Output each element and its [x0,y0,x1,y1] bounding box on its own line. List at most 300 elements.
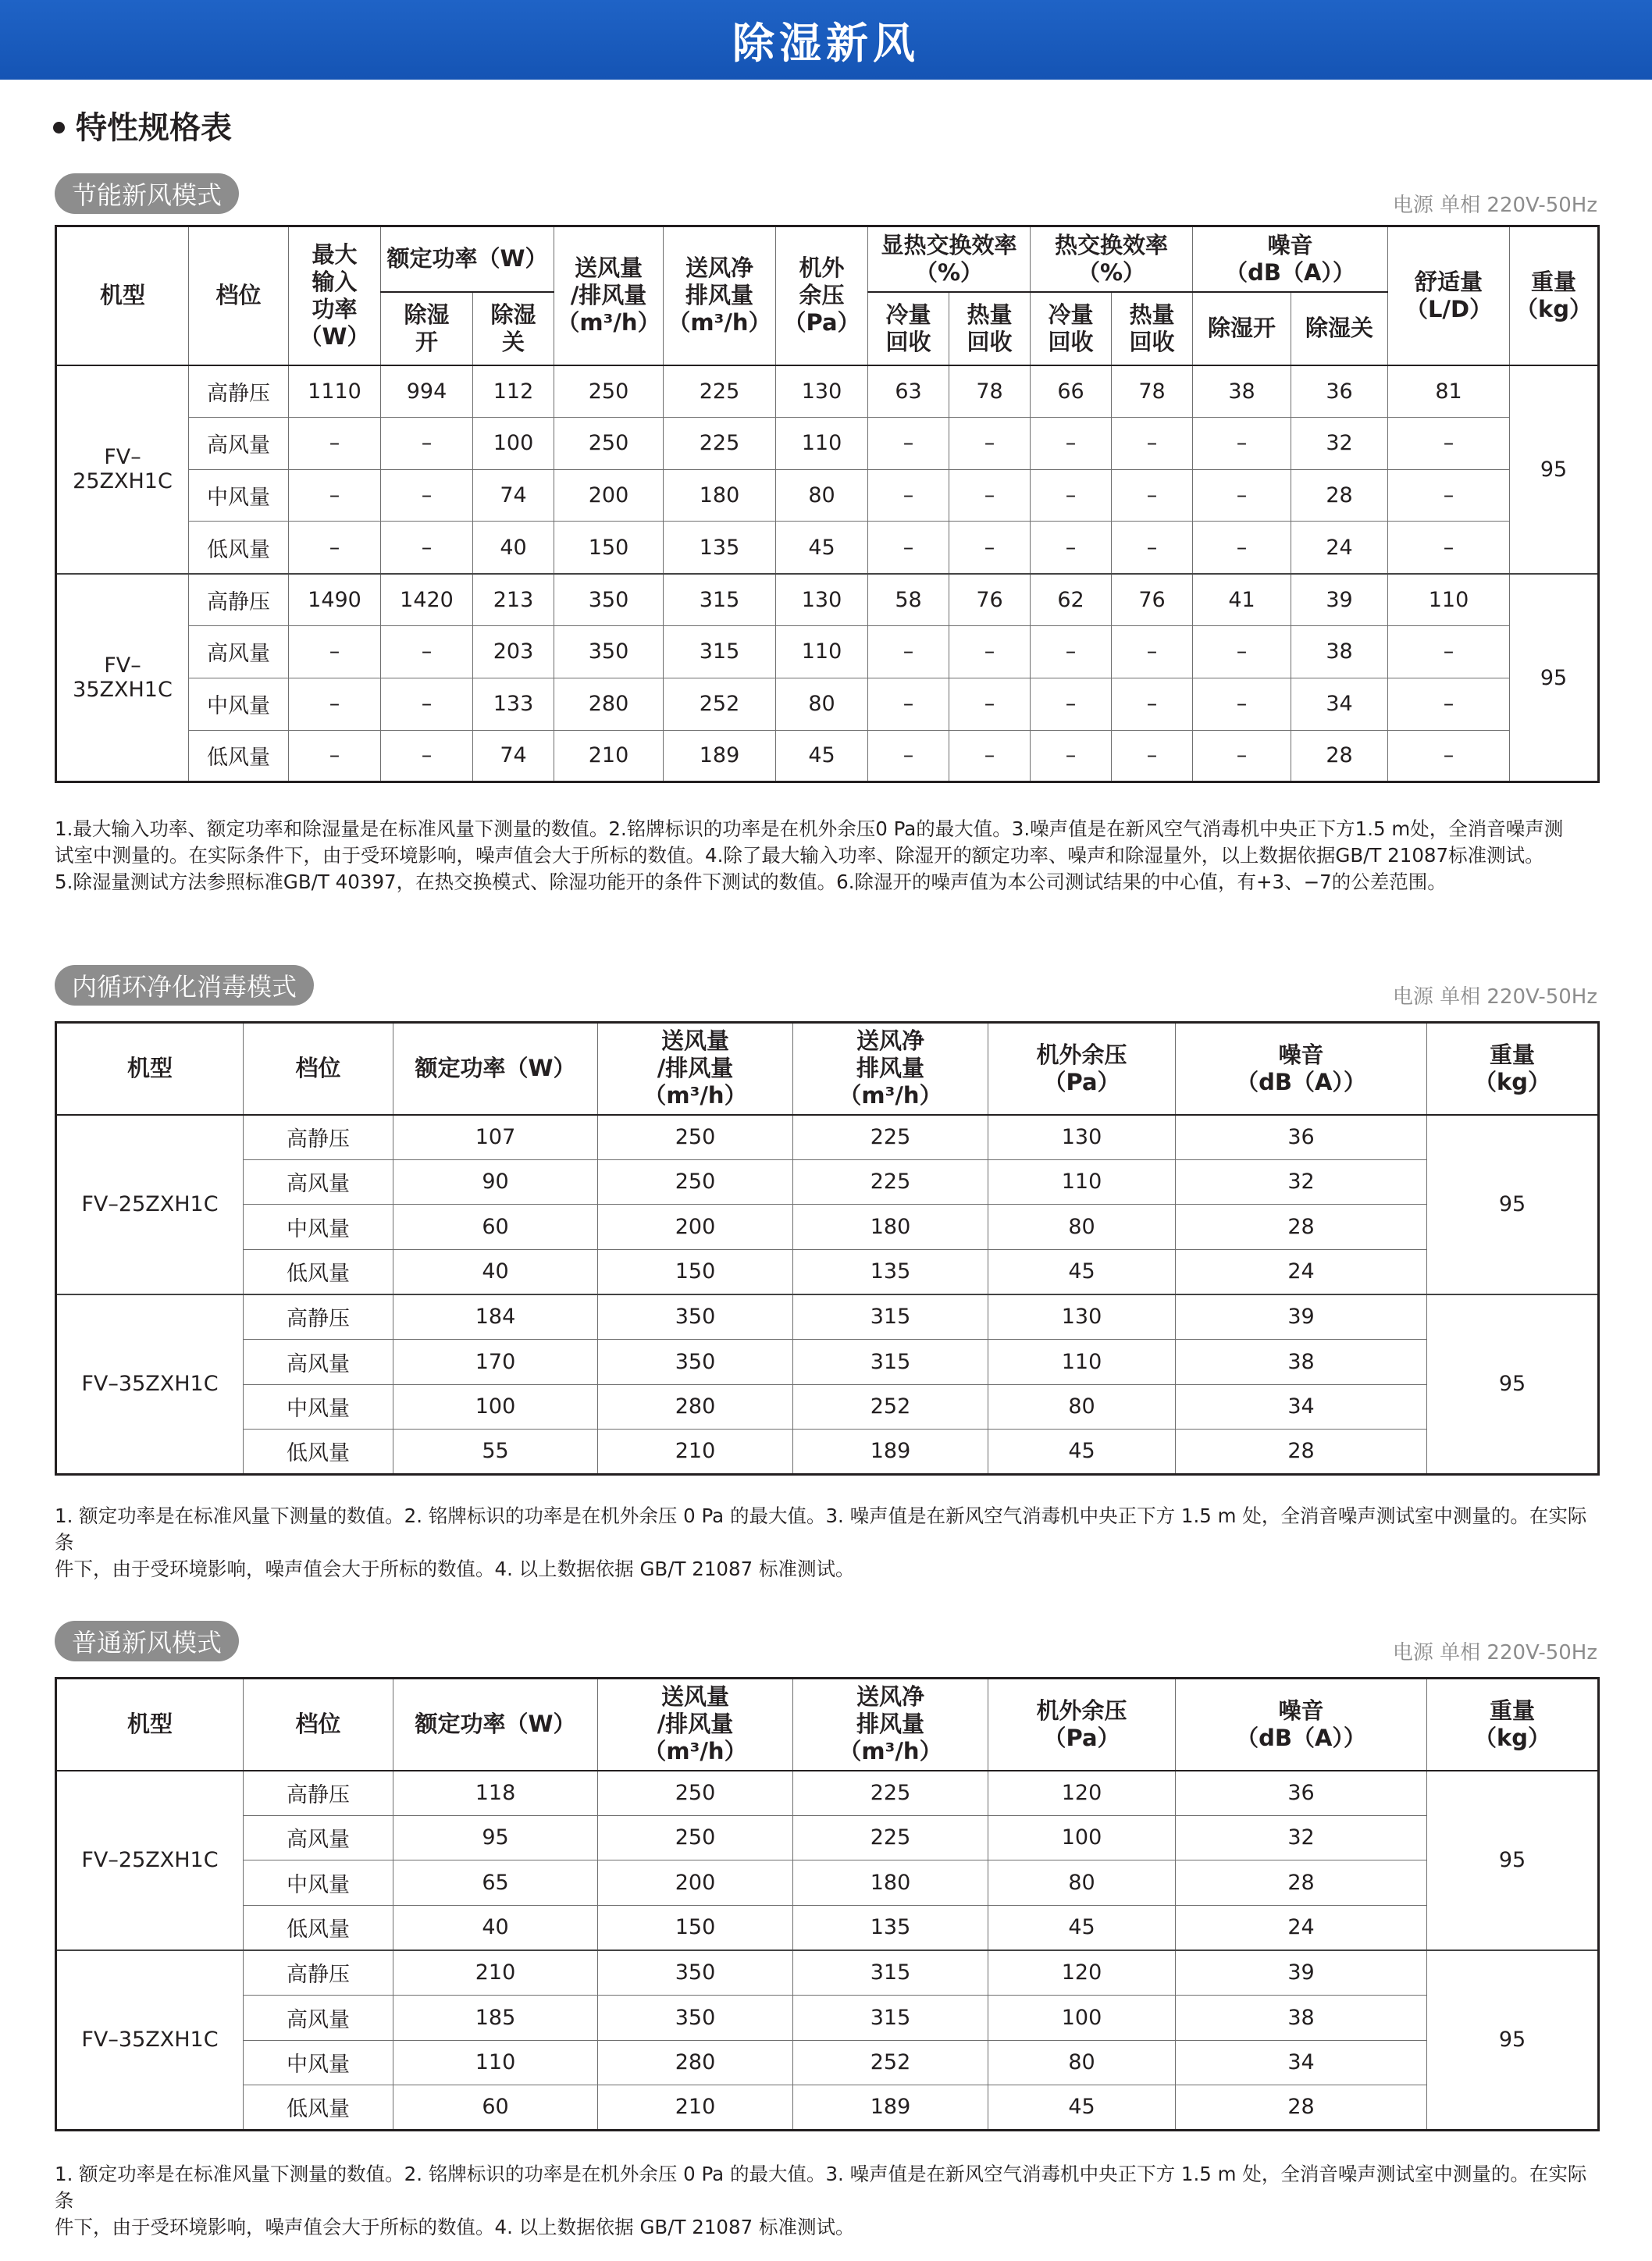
header-static-pressure: 机外余压 （Pa） [988,1679,1176,1771]
value-cell: 39 [1176,1950,1427,1996]
level-cell: 高风量 [244,1815,393,1860]
value-cell: – [1388,417,1510,469]
value-cell: 110 [393,2040,598,2085]
section-title-pill: 普通新风模式 [55,1621,239,1661]
value-cell: 38 [1193,365,1291,418]
value-cell: 80 [776,469,868,522]
level-cell: 中风量 [244,2040,393,2085]
model-cell: FV–25ZXH1C [56,1115,244,1294]
value-cell: 60 [393,2085,598,2131]
value-cell: 203 [473,625,554,678]
level-cell: 高静压 [244,1771,393,1816]
value-cell: 34 [1176,2040,1427,2085]
value-cell: 74 [473,469,554,522]
level-cell: 高风量 [189,625,289,678]
value-cell: 225 [793,1771,988,1816]
value-cell: 45 [988,1905,1176,1950]
page-title [53,103,232,148]
table-row [56,730,1599,782]
table-row [56,1995,1599,2040]
value-cell: 225 [664,365,776,418]
weight-cell: 95 [1510,365,1599,574]
weight-cell: 95 [1510,574,1599,782]
value-cell: – [1388,678,1510,730]
value-cell: – [868,417,949,469]
value-cell: 66 [1031,365,1112,418]
header-supply-exhaust: 送风量 /排风量 （m³/h） [598,1023,793,1115]
value-cell: – [289,625,381,678]
value-cell: 60 [393,1205,598,1250]
table-row [56,1384,1599,1430]
value-cell: – [1031,730,1112,782]
table-row [56,365,1599,418]
value-cell: – [381,417,473,469]
header-weight: 重量 （kg） [1510,226,1599,365]
value-cell: 315 [664,625,776,678]
value-cell: 135 [793,1905,988,1950]
value-cell: 350 [598,1294,793,1340]
value-cell: 41 [1193,574,1291,626]
table-row [56,1771,1599,1816]
value-cell: 315 [664,574,776,626]
value-cell: 38 [1291,625,1388,678]
value-cell: – [1031,469,1112,522]
value-cell: 170 [393,1339,598,1384]
value-cell: – [1193,522,1291,574]
page-title-text: 特性规格表 [76,110,232,146]
table-row [56,1950,1599,1996]
level-cell: 高静压 [244,1115,393,1160]
value-cell: 80 [988,2040,1176,2085]
value-cell: – [289,522,381,574]
value-cell: 210 [554,730,664,782]
value-cell: 280 [554,678,664,730]
header-noise: 噪音 （dB（A）） [1193,226,1388,292]
table-row [56,1860,1599,1906]
header-level: 档位 [244,1023,393,1115]
value-cell: 280 [598,1384,793,1430]
value-cell: – [289,678,381,730]
value-cell: 34 [1176,1384,1427,1430]
table-row [56,1294,1599,1340]
value-cell: 55 [393,1430,598,1475]
weight-cell: 95 [1427,1294,1599,1474]
value-cell: 36 [1291,365,1388,418]
value-cell: 100 [473,417,554,469]
value-cell: – [1112,522,1193,574]
value-cell: 78 [949,365,1031,418]
value-cell: – [1193,469,1291,522]
value-cell: 32 [1291,417,1388,469]
circulation-table-body [56,1115,1599,1475]
header-static-pressure: 机外余压 （Pa） [988,1023,1176,1115]
value-cell: – [949,678,1031,730]
header-heat-eff: 热交换效率 （%） [1031,226,1193,292]
power-supply-label: 电源 单相 220V-50Hz [1392,985,1597,1009]
value-cell: – [289,730,381,782]
value-cell: – [1112,469,1193,522]
value-cell: 994 [381,365,473,418]
table-row [56,1815,1599,1860]
value-cell: – [381,625,473,678]
value-cell: 65 [393,1860,598,1906]
value-cell: 150 [598,1249,793,1294]
value-cell: 350 [598,1950,793,1996]
value-cell: 250 [598,1115,793,1160]
value-cell: – [1031,417,1112,469]
value-cell: 110 [776,625,868,678]
value-cell: 252 [793,2040,988,2085]
value-cell: – [1193,678,1291,730]
value-cell: 28 [1176,2085,1427,2131]
level-cell: 高风量 [244,1995,393,2040]
banner-title: 除湿新风 [0,0,1652,80]
level-cell: 低风量 [244,1249,393,1294]
value-cell: 40 [393,1905,598,1950]
value-cell: 24 [1176,1249,1427,1294]
value-cell: – [1112,730,1193,782]
weight-cell: 95 [1427,1950,1599,2130]
value-cell: 350 [598,1339,793,1384]
value-cell: 78 [1112,365,1193,418]
value-cell: 213 [473,574,554,626]
value-cell: 110 [1388,574,1510,626]
value-cell: 40 [393,1249,598,1294]
value-cell: – [868,625,949,678]
note-line: 件下，由于受环境影响，噪声值会大于所标的数值。4. 以上数据依据 GB/T 21087 标准测试。 [55,2216,855,2238]
level-cell: 中风量 [244,1384,393,1430]
model-cell: FV–25ZXH1C [56,1771,244,1950]
value-cell: – [381,469,473,522]
value-cell: 200 [598,1205,793,1250]
value-cell: 28 [1176,1430,1427,1475]
value-cell: – [289,469,381,522]
value-cell: 1110 [289,365,381,418]
value-cell: 80 [776,678,868,730]
value-cell: 118 [393,1771,598,1816]
value-cell: 210 [598,2085,793,2131]
level-cell: 低风量 [189,730,289,782]
value-cell: – [868,678,949,730]
model-cell: FV–35ZXH1C [56,1294,244,1474]
value-cell: 210 [598,1430,793,1475]
note-line: 件下，由于受环境影响，噪声值会大于所标的数值。4. 以上数据依据 GB/T 21087 标准测试。 [55,1558,855,1580]
value-cell: 225 [664,417,776,469]
header-weight: 重量 （kg） [1427,1679,1599,1771]
value-cell: 74 [473,730,554,782]
table-row [56,1159,1599,1205]
value-cell: – [949,730,1031,782]
level-cell: 低风量 [189,522,289,574]
value-cell: – [949,522,1031,574]
note-line: 1.最大输入功率、额定功率和除湿量是在标准风量下测量的数值。2.铭牌标识的功率是在机外余压0 Pa的最大值。3.噪声值是在新风空气消毒机中央正下方1.5 m处，全消音噪声测 [55,817,1564,840]
value-cell: – [1193,730,1291,782]
header-noise: 噪音 （dB（A）） [1176,1023,1427,1115]
value-cell: 135 [793,1249,988,1294]
value-cell: 189 [664,730,776,782]
value-cell: 185 [393,1995,598,2040]
value-cell: 184 [393,1294,598,1340]
value-cell: 45 [988,1430,1176,1475]
level-cell: 低风量 [244,1905,393,1950]
header-rated-power: 额定功率（W） [381,226,554,292]
value-cell: 62 [1031,574,1112,626]
note-line: 5.除湿量测试方法参照标准GB/T 40397，在热交换模式、除湿功能开的条件下测试的数值。6.除湿开的噪声值为本公司测试结果的中心值，有+3、−7的公差范围。 [55,871,1447,893]
value-cell: 107 [393,1115,598,1160]
header-heat-cold: 冷量 回收 [1031,292,1112,365]
level-cell: 高静压 [244,1950,393,1996]
header-noise: 噪音 （dB（A）） [1176,1679,1427,1771]
value-cell: 189 [793,2085,988,2131]
table-row [56,1249,1599,1294]
value-cell: 315 [793,1995,988,2040]
value-cell: 24 [1176,1905,1427,1950]
level-cell: 高风量 [244,1159,393,1205]
value-cell: 100 [988,1995,1176,2040]
header-rated-on: 除湿 开 [381,292,473,365]
value-cell: 36 [1176,1771,1427,1816]
model-cell: FV– 25ZXH1C [56,365,189,574]
value-cell: 110 [988,1159,1176,1205]
value-cell: – [1193,625,1291,678]
energy-mode-section [55,173,1597,899]
header-sensible-heat: 热量 回收 [949,292,1031,365]
value-cell: 45 [988,2085,1176,2131]
header-static-pressure: 机外 余压 （Pa） [776,226,868,365]
value-cell: 250 [598,1771,793,1816]
value-cell: 130 [988,1294,1176,1340]
value-cell: – [868,730,949,782]
header-supply-exhaust: 送风量 /排风量 （m³/h） [598,1679,793,1771]
value-cell: – [1031,678,1112,730]
value-cell: 130 [988,1115,1176,1160]
header-model: 机型 [56,1679,244,1771]
header-heat-heat: 热量 回收 [1112,292,1193,365]
header-model: 机型 [56,226,189,365]
value-cell: 28 [1176,1205,1427,1250]
header-level: 档位 [244,1679,393,1771]
level-cell: 中风量 [189,678,289,730]
table-row [56,1115,1599,1160]
header-level: 档位 [189,226,289,365]
value-cell: 90 [393,1159,598,1205]
value-cell: 110 [988,1339,1176,1384]
normal-notes [55,2161,1597,2241]
value-cell: 130 [776,574,868,626]
circulation-spec-table [55,1021,1600,1476]
table-row [56,2040,1599,2085]
value-cell: 189 [793,1430,988,1475]
value-cell: 80 [988,1205,1176,1250]
table-row [56,2085,1599,2131]
value-cell: – [1112,625,1193,678]
header-sensible-cold: 冷量 回收 [868,292,949,365]
value-cell: 252 [664,678,776,730]
circulation-mode-section [55,965,1597,1580]
table-row [56,417,1599,469]
value-cell: 39 [1291,574,1388,626]
value-cell: 200 [598,1860,793,1906]
header-dehumid: 舒适量 （L/D） [1388,226,1510,365]
value-cell: 40 [473,522,554,574]
value-cell: 34 [1291,678,1388,730]
value-cell: 200 [554,469,664,522]
value-cell: 150 [554,522,664,574]
value-cell: – [1031,625,1112,678]
table-row [56,522,1599,574]
energy-table-body [56,365,1599,782]
model-cell: FV–35ZXH1C [56,1950,244,2130]
bullet-dot-icon [53,122,65,134]
value-cell: – [1112,417,1193,469]
value-cell: 225 [793,1815,988,1860]
header-max-power: 最大 输入 功率 （W） [289,226,381,365]
value-cell: – [1388,469,1510,522]
value-cell: 350 [598,1995,793,2040]
level-cell: 中风量 [244,1860,393,1906]
value-cell: 210 [393,1950,598,1996]
value-cell: 80 [988,1860,1176,1906]
value-cell: 350 [554,574,664,626]
value-cell: – [868,522,949,574]
header-net-supply: 送风净 排风量 （m³/h） [793,1679,988,1771]
table-row [56,1339,1599,1384]
value-cell: 45 [776,522,868,574]
value-cell: 81 [1388,365,1510,418]
header-rated-off: 除湿 关 [473,292,554,365]
level-cell: 高风量 [244,1339,393,1384]
value-cell: 95 [393,1815,598,1860]
value-cell: 225 [793,1159,988,1205]
value-cell: 120 [988,1771,1176,1816]
header-noise-off: 除湿关 [1291,292,1388,365]
value-cell: – [1388,730,1510,782]
value-cell: 180 [793,1860,988,1906]
value-cell: 28 [1291,730,1388,782]
value-cell: – [868,469,949,522]
value-cell: – [1031,522,1112,574]
value-cell: – [381,678,473,730]
header-sensible-eff: 显热交换效率 （%） [868,226,1031,292]
header-weight: 重量 （kg） [1427,1023,1599,1115]
value-cell: 280 [598,2040,793,2085]
note-line: 试室中测量的。在实际条件下，由于受环境影响，噪声值会大于所标的数值。4.除了最大输入功率、除湿开的额定功率、噪声和除湿量外，以上数据依据GB/T 21087标准测试。 [55,844,1544,867]
table-row [56,469,1599,522]
value-cell: 100 [988,1815,1176,1860]
value-cell: 180 [793,1205,988,1250]
value-cell: – [381,522,473,574]
value-cell: – [289,417,381,469]
value-cell: 45 [776,730,868,782]
normal-table-body [56,1771,1599,2131]
value-cell: 32 [1176,1159,1427,1205]
level-cell: 中风量 [189,469,289,522]
value-cell: 36 [1176,1115,1427,1160]
level-cell: 中风量 [244,1205,393,1250]
header-rated-power: 额定功率（W） [393,1023,598,1115]
value-cell: 120 [988,1950,1176,1996]
table-row [56,1205,1599,1250]
note-line: 1. 额定功率是在标准风量下测量的数值。2. 铭牌标识的功率是在机外余压 0 Pa 的最大值。3. 噪声值是在新风空气消毒机中央正下方 1.5 m 处，全消音噪声测试室中测量的。在实际条 [55,1504,1587,1554]
section-title-pill: 节能新风模式 [55,173,239,214]
value-cell: 1420 [381,574,473,626]
value-cell: 58 [868,574,949,626]
value-cell: – [949,625,1031,678]
table-row [56,574,1599,626]
header-noise-on: 除湿开 [1193,292,1291,365]
value-cell: – [1112,678,1193,730]
value-cell: – [1388,522,1510,574]
value-cell: – [1193,417,1291,469]
level-cell: 低风量 [244,2085,393,2131]
value-cell: 28 [1176,1860,1427,1906]
value-cell: 80 [988,1384,1176,1430]
energy-notes [55,816,1597,895]
value-cell: 150 [598,1905,793,1950]
value-cell: 38 [1176,1995,1427,2040]
energy-spec-table [55,225,1600,783]
level-cell: 高静压 [189,574,289,626]
value-cell: – [949,417,1031,469]
value-cell: 180 [664,469,776,522]
value-cell: – [949,469,1031,522]
level-cell: 低风量 [244,1430,393,1475]
value-cell: 45 [988,1249,1176,1294]
level-cell: 高静压 [189,365,289,418]
normal-spec-table [55,1677,1600,2131]
header-model: 机型 [56,1023,244,1115]
value-cell: 32 [1176,1815,1427,1860]
value-cell: 24 [1291,522,1388,574]
table-row [56,678,1599,730]
value-cell: 252 [793,1384,988,1430]
table-row [56,1430,1599,1475]
table-row [56,1905,1599,1950]
value-cell: 250 [598,1815,793,1860]
normal-mode-section [55,1621,1597,2238]
value-cell: 315 [793,1294,988,1340]
value-cell: 76 [1112,574,1193,626]
value-cell: – [1388,625,1510,678]
power-supply-label: 电源 单相 220V-50Hz [1392,194,1597,217]
value-cell: 28 [1291,469,1388,522]
value-cell: 112 [473,365,554,418]
table-row [56,625,1599,678]
value-cell: 100 [393,1384,598,1430]
value-cell: 110 [776,417,868,469]
circulation-notes [55,1503,1597,1583]
power-supply-label: 电源 单相 220V-50Hz [1392,1641,1597,1665]
value-cell: 38 [1176,1339,1427,1384]
level-cell: 高风量 [189,417,289,469]
value-cell: 250 [598,1159,793,1205]
header-net-supply: 送风净 排风量 （m³/h） [664,226,776,365]
value-cell: 133 [473,678,554,730]
header-net-supply: 送风净 排风量 （m³/h） [793,1023,988,1115]
weight-cell: 95 [1427,1115,1599,1294]
value-cell: 39 [1176,1294,1427,1340]
value-cell: 135 [664,522,776,574]
value-cell: 315 [793,1950,988,1996]
section-title-pill: 内循环净化消毒模式 [55,965,314,1006]
header-rated-power: 额定功率（W） [393,1679,598,1771]
value-cell: 250 [554,417,664,469]
value-cell: – [381,730,473,782]
note-line: 1. 额定功率是在标准风量下测量的数值。2. 铭牌标识的功率是在机外余压 0 Pa 的最大值。3. 噪声值是在新风空气消毒机中央正下方 1.5 m 处，全消音噪声测试室中测量的。在实际条 [55,2163,1587,2212]
value-cell: 76 [949,574,1031,626]
weight-cell: 95 [1427,1771,1599,1950]
level-cell: 高静压 [244,1294,393,1340]
